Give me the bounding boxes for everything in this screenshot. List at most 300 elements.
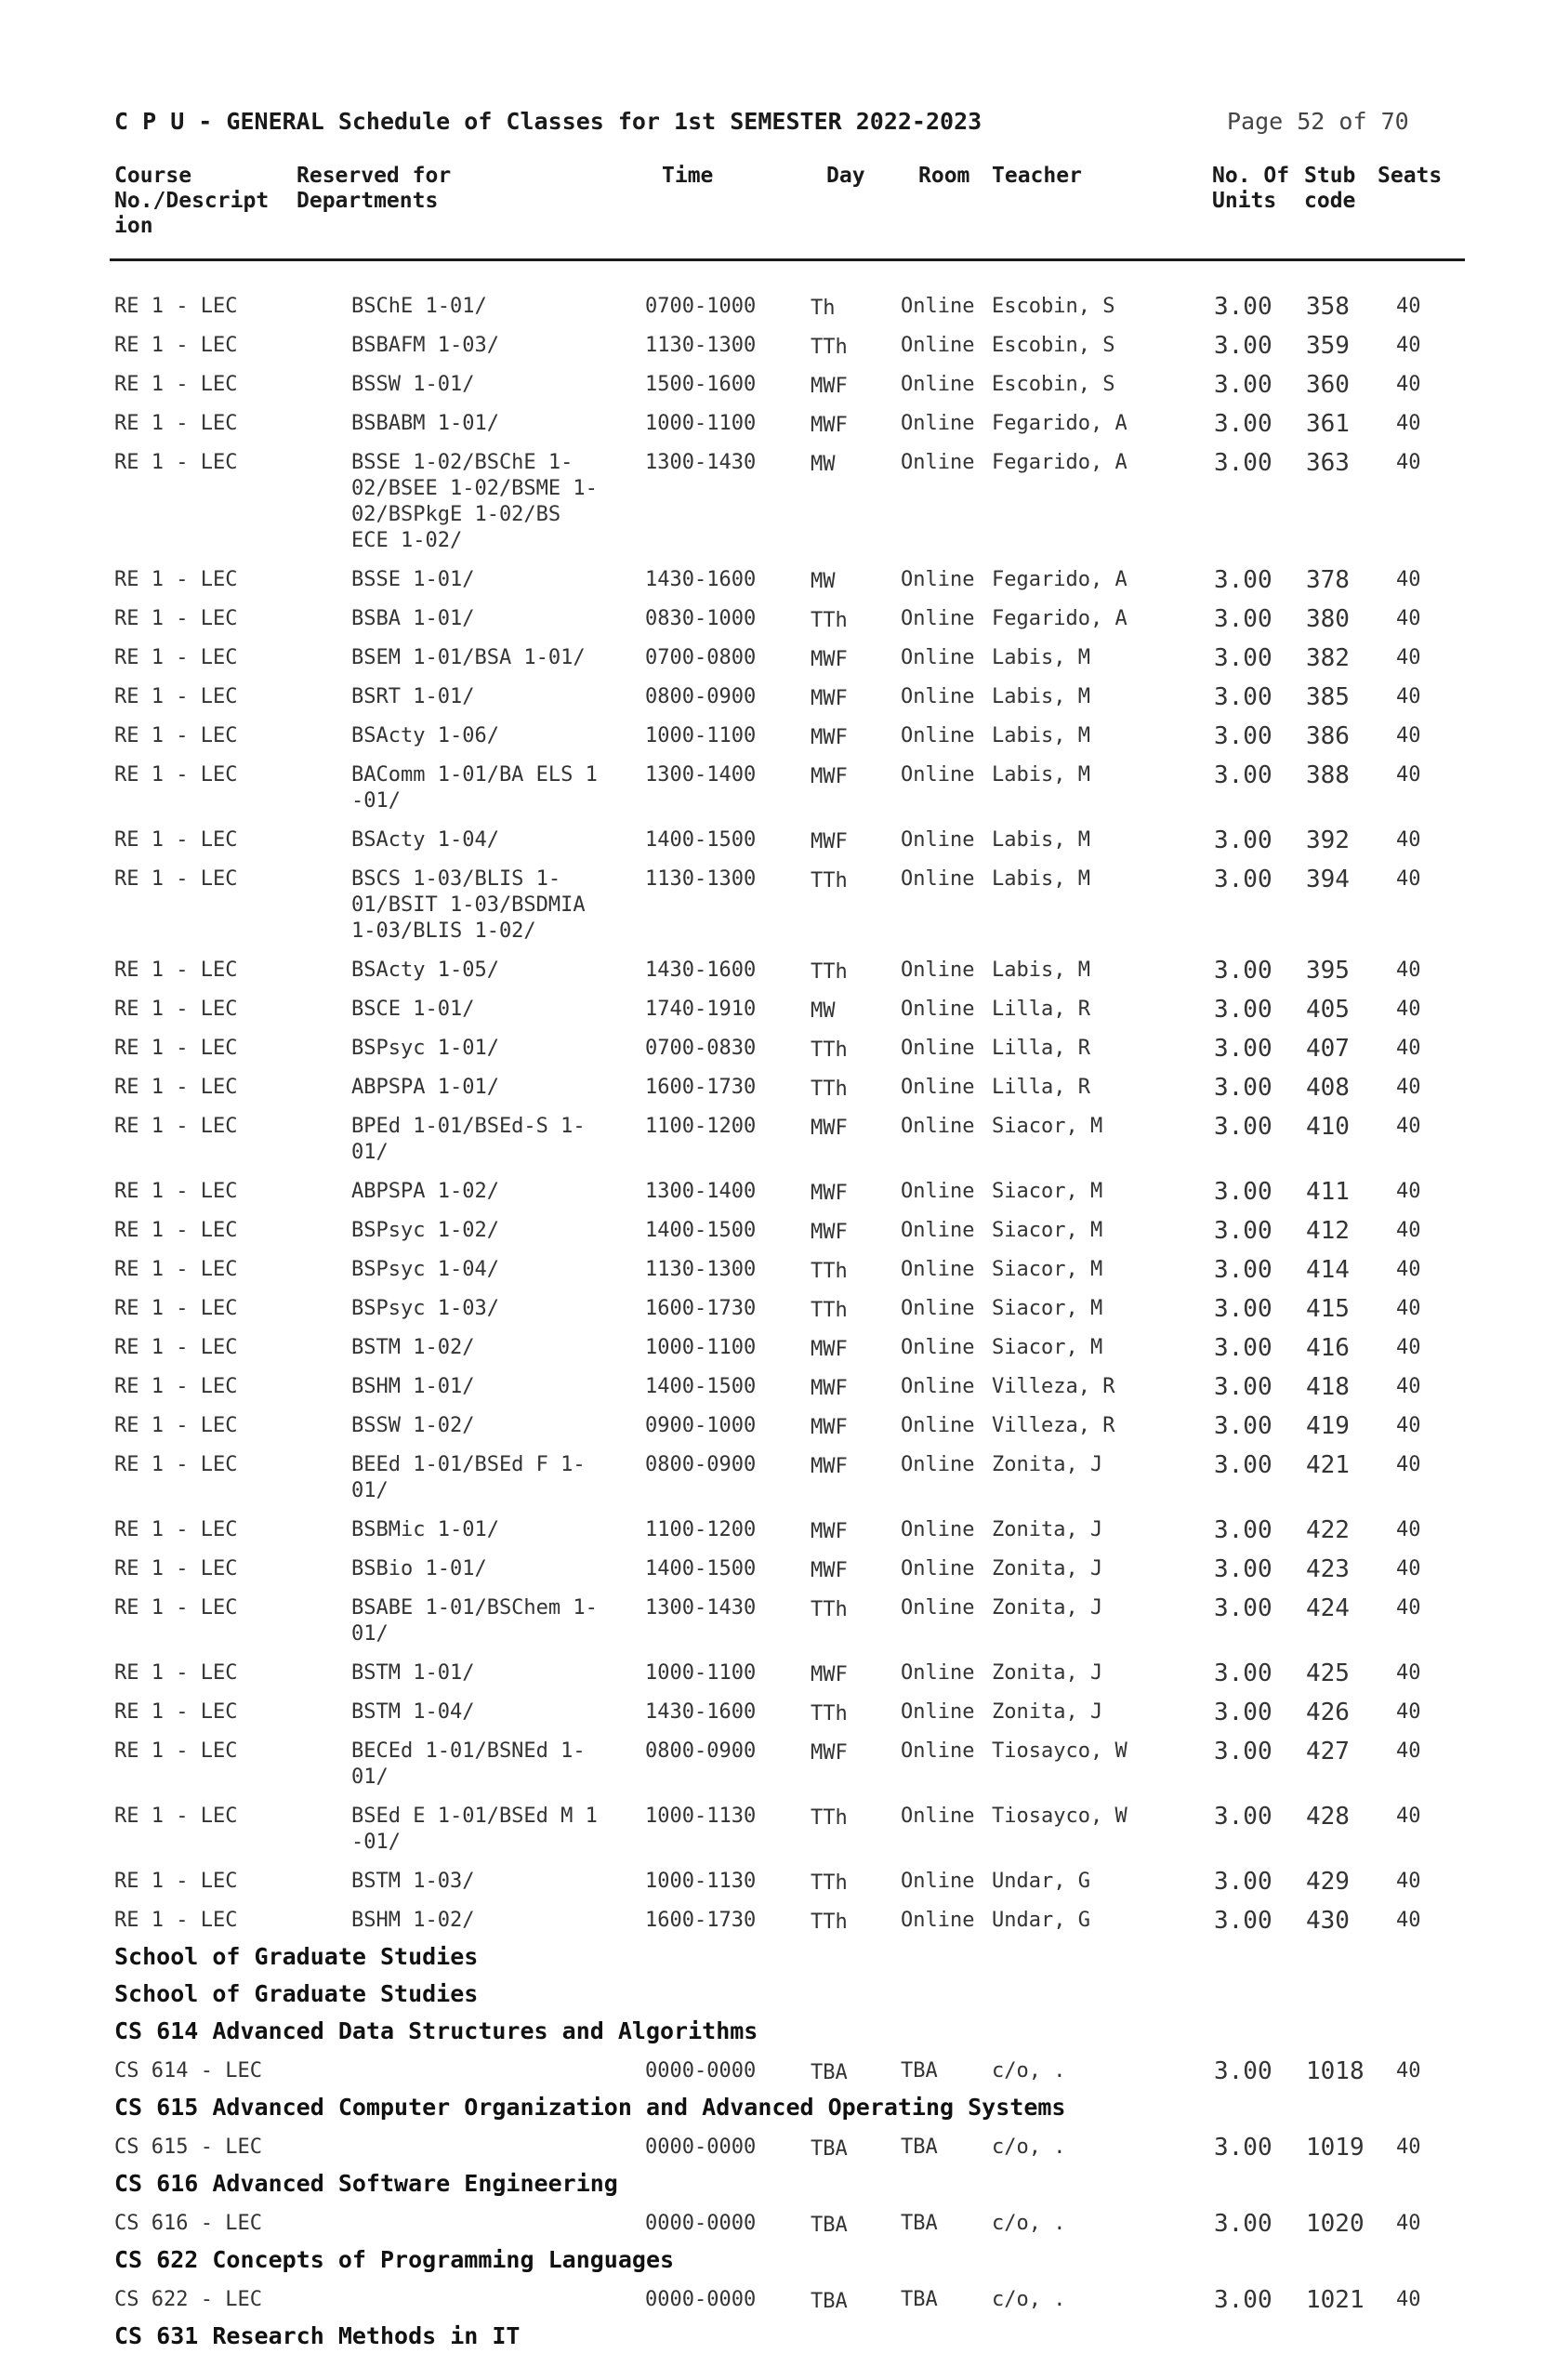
cell-teacher: Zonita, J — [992, 1557, 1103, 1580]
cell-dept: BSHM 1-01/ — [351, 1375, 475, 1398]
cell-stub: 360 — [1306, 371, 1350, 399]
cell-units: 3.00 — [1214, 566, 1272, 594]
cell-room: Online — [901, 1414, 975, 1437]
cell-units: 3.00 — [1214, 2057, 1272, 2085]
cell-time: 0000-0000 — [645, 2288, 757, 2311]
cell-units: 3.00 — [1214, 1113, 1272, 1141]
page-number: Page 52 of 70 — [1227, 108, 1409, 135]
cell-dept: BSEM 1-01/BSA 1-01/ — [351, 646, 586, 669]
cell-seats: 40 — [1396, 1739, 1421, 1763]
cell-time: 1000-1130 — [645, 1805, 757, 1828]
cell-dept: BSBMic 1-01/ — [351, 1518, 499, 1541]
cell-seats: 40 — [1396, 1180, 1421, 1203]
cell-course: RE 1 - LEC — [114, 1596, 238, 1620]
cell-dept: BSABE 1-01/BSChem 1- 01/ — [351, 1596, 598, 1646]
cell-course: RE 1 - LEC — [114, 1453, 238, 1476]
cell-seats: 40 — [1396, 295, 1421, 318]
cell-room: Online — [901, 998, 975, 1021]
cell-dept: BSActy 1-06/ — [351, 724, 499, 747]
cell-room: Online — [901, 1297, 975, 1320]
cell-course: RE 1 - LEC — [114, 1115, 238, 1138]
cell-teacher: Tiosayco, W — [992, 1739, 1127, 1763]
cell-time: 1000-1100 — [645, 1336, 757, 1359]
cell-day: TTh — [811, 869, 848, 892]
cell-dept: BSRT 1-01/ — [351, 685, 475, 708]
cell-room: Online — [901, 1518, 975, 1541]
cell-units: 3.00 — [1214, 1659, 1272, 1687]
column-header-stub: Stub code — [1304, 164, 1356, 213]
cell-day: TTh — [811, 609, 848, 632]
cell-seats: 40 — [1396, 1076, 1421, 1099]
cell-stub: 427 — [1306, 1738, 1350, 1765]
cell-seats: 40 — [1396, 373, 1421, 396]
cell-room: Online — [901, 1076, 975, 1099]
cell-stub: 405 — [1306, 996, 1350, 1024]
cell-seats: 40 — [1396, 2135, 1421, 2159]
cell-units: 3.00 — [1214, 1412, 1272, 1440]
cell-time: 0830-1000 — [645, 607, 757, 630]
cell-stub: 1021 — [1306, 2286, 1365, 2314]
section-heading: School of Graduate Studies — [114, 1943, 479, 1970]
cell-units: 3.00 — [1214, 683, 1272, 711]
cell-dept: ABPSPA 1-01/ — [351, 1076, 499, 1099]
cell-stub: 426 — [1306, 1699, 1350, 1726]
cell-time: 0700-1000 — [645, 295, 757, 318]
cell-time: 1400-1500 — [645, 1375, 757, 1398]
cell-dept: ABPSPA 1-02/ — [351, 1180, 499, 1203]
section-heading: School of Graduate Studies — [114, 1980, 479, 2007]
cell-course: RE 1 - LEC — [114, 1037, 238, 1060]
cell-time: 1000-1100 — [645, 412, 757, 435]
cell-day: TTh — [811, 1038, 848, 1062]
cell-day: TTh — [811, 1299, 848, 1322]
cell-day: MWF — [811, 1663, 848, 1686]
cell-time: 0700-0830 — [645, 1037, 757, 1060]
cell-stub: 358 — [1306, 293, 1350, 321]
cell-course: RE 1 - LEC — [114, 1661, 238, 1685]
cell-course: RE 1 - LEC — [114, 1076, 238, 1099]
cell-day: MWF — [811, 1182, 848, 1205]
cell-course: CS 615 - LEC — [114, 2135, 262, 2159]
cell-units: 3.00 — [1214, 1699, 1272, 1726]
cell-room: Online — [901, 1115, 975, 1138]
cell-units: 3.00 — [1214, 332, 1272, 360]
cell-time: 0800-0900 — [645, 685, 757, 708]
cell-units: 3.00 — [1214, 1555, 1272, 1583]
cell-room: Online — [901, 568, 975, 591]
cell-room: Online — [901, 685, 975, 708]
cell-room: Online — [901, 607, 975, 630]
cell-room: Online — [901, 646, 975, 669]
cell-time: 1430-1600 — [645, 959, 757, 982]
cell-seats: 40 — [1396, 867, 1421, 891]
cell-teacher: Fegarido, A — [992, 568, 1127, 591]
cell-teacher: Zonita, J — [992, 1596, 1103, 1620]
cell-units: 3.00 — [1214, 1373, 1272, 1401]
cell-teacher: Siacor, M — [992, 1336, 1103, 1359]
cell-room: Online — [901, 867, 975, 891]
cell-room: Online — [901, 959, 975, 982]
cell-stub: 421 — [1306, 1451, 1350, 1479]
cell-room: Online — [901, 412, 975, 435]
cell-room: Online — [901, 1453, 975, 1476]
cell-teacher: Zonita, J — [992, 1518, 1103, 1541]
cell-units: 3.00 — [1214, 761, 1272, 789]
cell-time: 1600-1730 — [645, 1076, 757, 1099]
cell-course: RE 1 - LEC — [114, 959, 238, 982]
cell-course: RE 1 - LEC — [114, 568, 238, 591]
cell-units: 3.00 — [1214, 1074, 1272, 1102]
cell-course: RE 1 - LEC — [114, 1336, 238, 1359]
cell-dept: BSPsyc 1-02/ — [351, 1219, 499, 1242]
cell-teacher: Labis, M — [992, 828, 1090, 852]
cell-stub: 412 — [1306, 1217, 1350, 1245]
cell-units: 3.00 — [1214, 1594, 1272, 1622]
cell-units: 3.00 — [1214, 1035, 1272, 1063]
cell-time: 1600-1730 — [645, 1909, 757, 1932]
cell-teacher: Fegarido, A — [992, 607, 1127, 630]
cell-dept: BSSW 1-01/ — [351, 373, 475, 396]
cell-seats: 40 — [1396, 1115, 1421, 1138]
cell-course: RE 1 - LEC — [114, 685, 238, 708]
cell-course: RE 1 - LEC — [114, 763, 238, 787]
cell-course: RE 1 - LEC — [114, 998, 238, 1021]
cell-room: Online — [901, 763, 975, 787]
column-header-units: No. Of Units — [1212, 164, 1290, 213]
cell-teacher: Fegarido, A — [992, 412, 1127, 435]
cell-dept: BSEd E 1-01/BSEd M 1 -01/ — [351, 1805, 598, 1854]
cell-teacher: Undar, G — [992, 1870, 1090, 1893]
cell-time: 1430-1600 — [645, 568, 757, 591]
cell-dept: BSActy 1-05/ — [351, 959, 499, 982]
cell-teacher: Zonita, J — [992, 1661, 1103, 1685]
cell-stub: 422 — [1306, 1516, 1350, 1544]
cell-seats: 40 — [1396, 1258, 1421, 1281]
cell-day: MWF — [811, 1377, 848, 1400]
cell-course: CS 622 - LEC — [114, 2288, 262, 2311]
cell-stub: 428 — [1306, 1803, 1350, 1831]
cell-room: Online — [901, 1661, 975, 1685]
cell-units: 3.00 — [1214, 293, 1272, 321]
cell-time: 0800-0900 — [645, 1739, 757, 1763]
cell-seats: 40 — [1396, 334, 1421, 357]
cell-teacher: Villeza, R — [992, 1414, 1115, 1437]
cell-day: MWF — [811, 687, 848, 710]
cell-seats: 40 — [1396, 724, 1421, 747]
cell-stub: 418 — [1306, 1373, 1350, 1401]
cell-units: 3.00 — [1214, 371, 1272, 399]
cell-seats: 40 — [1396, 1596, 1421, 1620]
cell-stub: 414 — [1306, 1256, 1350, 1284]
cell-seats: 40 — [1396, 646, 1421, 669]
cell-teacher: Labis, M — [992, 867, 1090, 891]
cell-course: RE 1 - LEC — [114, 828, 238, 852]
cell-room: Online — [901, 1037, 975, 1060]
cell-room: TBA — [901, 2212, 938, 2235]
cell-dept: BSTM 1-03/ — [351, 1870, 475, 1893]
cell-day: MWF — [811, 1520, 848, 1543]
cell-course: RE 1 - LEC — [114, 1180, 238, 1203]
cell-room: Online — [901, 1596, 975, 1620]
cell-time: 0700-0800 — [645, 646, 757, 669]
cell-seats: 40 — [1396, 1037, 1421, 1060]
cell-dept: BSBA 1-01/ — [351, 607, 475, 630]
cell-time: 1000-1100 — [645, 724, 757, 747]
cell-stub: 361 — [1306, 410, 1350, 438]
cell-time: 1500-1600 — [645, 373, 757, 396]
cell-day: TTh — [811, 1260, 848, 1283]
cell-course: RE 1 - LEC — [114, 1375, 238, 1398]
cell-units: 3.00 — [1214, 826, 1272, 854]
cell-stub: 408 — [1306, 1074, 1350, 1102]
cell-teacher: Labis, M — [992, 959, 1090, 982]
cell-room: Online — [901, 1909, 975, 1932]
cell-day: MWF — [811, 414, 848, 437]
cell-day: MWF — [811, 1741, 848, 1765]
cell-stub: 424 — [1306, 1594, 1350, 1622]
cell-room: TBA — [901, 2135, 938, 2159]
cell-time: 0900-1000 — [645, 1414, 757, 1437]
cell-time: 1740-1910 — [645, 998, 757, 1021]
cell-dept: BECEd 1-01/BSNEd 1- 01/ — [351, 1739, 586, 1789]
cell-dept: BSPsyc 1-03/ — [351, 1297, 499, 1320]
cell-course: RE 1 - LEC — [114, 1739, 238, 1763]
cell-room: Online — [901, 1557, 975, 1580]
cell-course: RE 1 - LEC — [114, 1805, 238, 1828]
column-header-course: Course No./Descript ion — [114, 164, 270, 238]
cell-teacher: Lilla, R — [992, 1037, 1090, 1060]
cell-stub: 425 — [1306, 1659, 1350, 1687]
cell-units: 3.00 — [1214, 449, 1272, 477]
cell-course: RE 1 - LEC — [114, 1557, 238, 1580]
cell-seats: 40 — [1396, 451, 1421, 474]
cell-units: 3.00 — [1214, 1178, 1272, 1206]
cell-room: TBA — [901, 2059, 938, 2082]
cell-seats: 40 — [1396, 1375, 1421, 1398]
cell-course: RE 1 - LEC — [114, 1219, 238, 1242]
cell-units: 3.00 — [1214, 1451, 1272, 1479]
cell-room: Online — [901, 1258, 975, 1281]
cell-stub: 382 — [1306, 644, 1350, 672]
column-header-room: Room — [918, 164, 970, 188]
cell-room: Online — [901, 1700, 975, 1724]
cell-stub: 1019 — [1306, 2134, 1365, 2162]
cell-teacher: Tiosayco, W — [992, 1805, 1127, 1828]
cell-seats: 40 — [1396, 1219, 1421, 1242]
cell-time: 1400-1500 — [645, 828, 757, 852]
cell-time: 1000-1130 — [645, 1870, 757, 1893]
cell-day: MWF — [811, 1455, 848, 1478]
cell-room: Online — [901, 828, 975, 852]
cell-time: 1130-1300 — [645, 334, 757, 357]
cell-day: MWF — [811, 648, 848, 671]
cell-seats: 40 — [1396, 607, 1421, 630]
cell-seats: 40 — [1396, 1870, 1421, 1893]
cell-teacher: Escobin, S — [992, 295, 1115, 318]
cell-day: TTh — [811, 1078, 848, 1101]
cell-course: CS 616 - LEC — [114, 2212, 262, 2235]
cell-course: RE 1 - LEC — [114, 412, 238, 435]
cell-day: MWF — [811, 726, 848, 749]
cell-teacher: Labis, M — [992, 763, 1090, 787]
cell-units: 3.00 — [1214, 1738, 1272, 1765]
column-header-day: Day — [826, 164, 865, 188]
cell-time: 1400-1500 — [645, 1219, 757, 1242]
cell-seats: 40 — [1396, 568, 1421, 591]
cell-day: MWF — [811, 375, 848, 398]
cell-units: 3.00 — [1214, 1516, 1272, 1544]
cell-dept: BSHM 1-02/ — [351, 1909, 475, 1932]
cell-time: 1300-1430 — [645, 451, 757, 474]
cell-teacher: c/o, . — [992, 2135, 1066, 2159]
cell-dept: BSBio 1-01/ — [351, 1557, 487, 1580]
cell-course: RE 1 - LEC — [114, 646, 238, 669]
cell-dept: BSTM 1-04/ — [351, 1700, 475, 1724]
cell-time: 1300-1430 — [645, 1596, 757, 1620]
cell-units: 3.00 — [1214, 1295, 1272, 1323]
cell-day: TBA — [811, 2137, 848, 2161]
cell-day: MWF — [811, 830, 848, 853]
cell-day: Th — [811, 297, 836, 320]
cell-day: MWF — [811, 1559, 848, 1582]
cell-seats: 40 — [1396, 2212, 1421, 2235]
cell-dept: BSSW 1-02/ — [351, 1414, 475, 1437]
cell-room: Online — [901, 1805, 975, 1828]
cell-course: RE 1 - LEC — [114, 1258, 238, 1281]
cell-day: MWF — [811, 765, 848, 788]
cell-day: TTh — [811, 336, 848, 359]
cell-stub: 423 — [1306, 1555, 1350, 1583]
cell-seats: 40 — [1396, 1700, 1421, 1724]
cell-time: 1000-1100 — [645, 1661, 757, 1685]
cell-teacher: Undar, G — [992, 1909, 1090, 1932]
cell-stub: 419 — [1306, 1412, 1350, 1440]
cell-stub: 359 — [1306, 332, 1350, 360]
cell-seats: 40 — [1396, 1805, 1421, 1828]
cell-teacher: Lilla, R — [992, 998, 1090, 1021]
cell-dept: BSSE 1-01/ — [351, 568, 475, 591]
cell-room: Online — [901, 1180, 975, 1203]
cell-seats: 40 — [1396, 828, 1421, 852]
cell-seats: 40 — [1396, 1518, 1421, 1541]
cell-day: MW — [811, 570, 836, 593]
cell-day: TTh — [811, 1911, 848, 1934]
cell-teacher: Zonita, J — [992, 1700, 1103, 1724]
course-title: CS 616 Advanced Software Engineering — [114, 2170, 618, 2197]
cell-time: 0800-0900 — [645, 1453, 757, 1476]
cell-dept: BSPsyc 1-01/ — [351, 1037, 499, 1060]
cell-dept: BSCE 1-01/ — [351, 998, 475, 1021]
cell-day: TBA — [811, 2290, 848, 2313]
cell-stub: 429 — [1306, 1868, 1350, 1896]
cell-course: RE 1 - LEC — [114, 867, 238, 891]
cell-teacher: Siacor, M — [992, 1258, 1103, 1281]
cell-day: TBA — [811, 2061, 848, 2084]
cell-units: 3.00 — [1214, 1803, 1272, 1831]
cell-time: 1400-1500 — [645, 1557, 757, 1580]
cell-units: 3.00 — [1214, 1868, 1272, 1896]
cell-time: 0000-0000 — [645, 2059, 757, 2082]
cell-stub: 1020 — [1306, 2210, 1365, 2238]
cell-teacher: Siacor, M — [992, 1297, 1103, 1320]
cell-day: MWF — [811, 1416, 848, 1439]
cell-units: 3.00 — [1214, 1907, 1272, 1935]
cell-room: Online — [901, 1219, 975, 1242]
cell-dept: BEEd 1-01/BSEd F 1- 01/ — [351, 1453, 586, 1502]
cell-time: 1430-1600 — [645, 1700, 757, 1724]
cell-room: Online — [901, 724, 975, 747]
cell-course: CS 614 - LEC — [114, 2059, 262, 2082]
cell-day: TBA — [811, 2214, 848, 2237]
cell-day: MWF — [811, 1221, 848, 1244]
cell-dept: BSTM 1-01/ — [351, 1661, 475, 1685]
cell-seats: 40 — [1396, 1336, 1421, 1359]
cell-teacher: Escobin, S — [992, 373, 1115, 396]
cell-course: RE 1 - LEC — [114, 1909, 238, 1932]
cell-room: Online — [901, 1336, 975, 1359]
cell-seats: 40 — [1396, 685, 1421, 708]
cell-teacher: Escobin, S — [992, 334, 1115, 357]
cell-room: Online — [901, 1739, 975, 1763]
cell-stub: 380 — [1306, 605, 1350, 633]
course-title: CS 631 Research Methods in IT — [114, 2322, 521, 2349]
cell-time: 1300-1400 — [645, 763, 757, 787]
course-title: CS 614 Advanced Data Structures and Algorithms — [114, 2017, 758, 2044]
cell-stub: 415 — [1306, 1295, 1350, 1323]
cell-teacher: Labis, M — [992, 685, 1090, 708]
cell-seats: 40 — [1396, 959, 1421, 982]
cell-units: 3.00 — [1214, 1334, 1272, 1362]
cell-stub: 411 — [1306, 1178, 1350, 1206]
column-header-departments: Reserved for Departments — [297, 164, 452, 213]
document-title: C P U - GENERAL Schedule of Classes for 1st SEMESTER 2022-2023 — [114, 108, 982, 135]
cell-seats: 40 — [1396, 412, 1421, 435]
cell-time: 0000-0000 — [645, 2135, 757, 2159]
cell-teacher: Labis, M — [992, 646, 1090, 669]
cell-teacher: c/o, . — [992, 2288, 1066, 2311]
cell-day: TTh — [811, 1702, 848, 1726]
cell-stub: 395 — [1306, 957, 1350, 985]
cell-units: 3.00 — [1214, 722, 1272, 750]
cell-day: TTh — [811, 1598, 848, 1621]
cell-stub: 392 — [1306, 826, 1350, 854]
cell-teacher: Siacor, M — [992, 1115, 1103, 1138]
cell-course: RE 1 - LEC — [114, 1518, 238, 1541]
cell-units: 3.00 — [1214, 1217, 1272, 1245]
cell-room: Online — [901, 1375, 975, 1398]
cell-time: 1130-1300 — [645, 1258, 757, 1281]
column-header-seats: Seats — [1378, 164, 1443, 188]
cell-units: 3.00 — [1214, 410, 1272, 438]
cell-dept: BSTM 1-02/ — [351, 1336, 475, 1359]
cell-course: RE 1 - LEC — [114, 724, 238, 747]
cell-day: TTh — [811, 1871, 848, 1895]
cell-seats: 40 — [1396, 2288, 1421, 2311]
cell-seats: 40 — [1396, 998, 1421, 1021]
cell-course: RE 1 - LEC — [114, 1297, 238, 1320]
column-header-teacher: Teacher — [992, 164, 1082, 188]
cell-dept: BSCS 1-03/BLIS 1- 01/BSIT 1-03/BSDMIA 1-03/BLIS 1-02/ — [351, 867, 586, 943]
cell-teacher: Fegarido, A — [992, 451, 1127, 474]
cell-units: 3.00 — [1214, 2286, 1272, 2314]
cell-course: RE 1 - LEC — [114, 451, 238, 474]
cell-time: 1100-1200 — [645, 1518, 757, 1541]
cell-time: 1600-1730 — [645, 1297, 757, 1320]
cell-teacher: Zonita, J — [992, 1453, 1103, 1476]
cell-seats: 40 — [1396, 2059, 1421, 2082]
cell-dept: BAComm 1-01/BA ELS 1 -01/ — [351, 763, 598, 813]
cell-stub: 1018 — [1306, 2057, 1365, 2085]
